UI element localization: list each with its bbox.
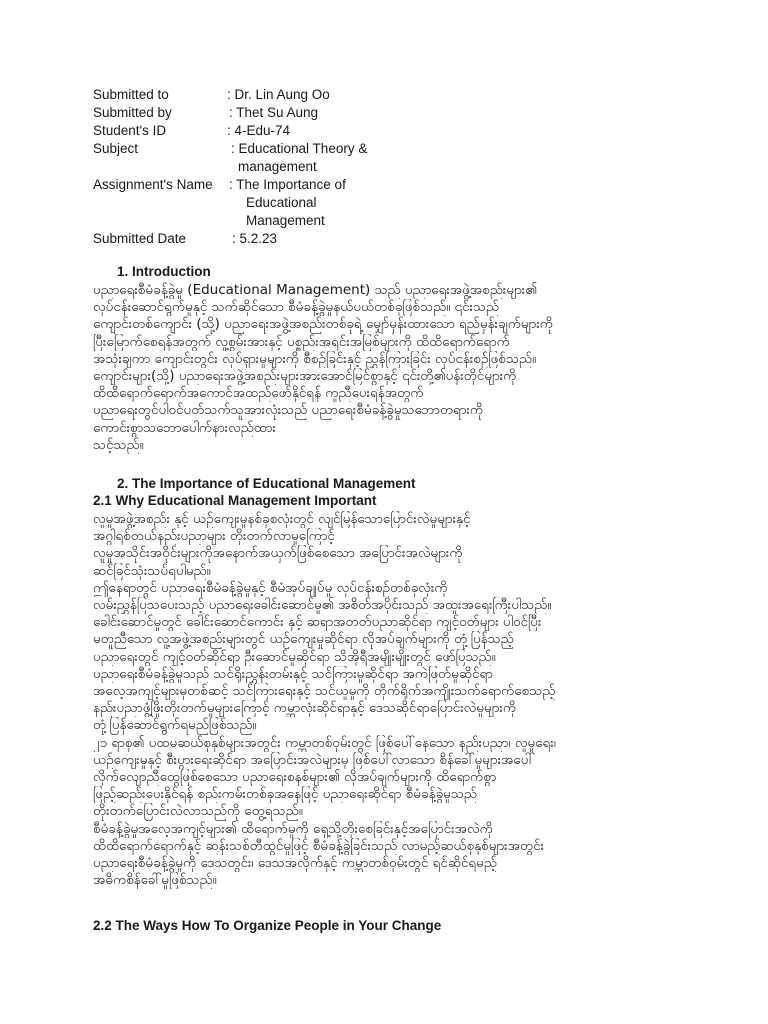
subject-value: : Educational Theory & — [231, 141, 368, 156]
submitted-to-value: : Dr. Lin Aung Oo — [227, 87, 330, 102]
paragraph-line: သင့်သည်။ — [93, 436, 144, 453]
paragraph-line: စီမံခန့်ခွဲမှုအလေ့အကျင့်များ၏ ထိရောက်မှုကို ရှေ့သို့တိုးစေခြင်းနှင့်အပြောင်းအလဲကို — [93, 820, 493, 837]
organize-people-heading: 2.2 The Ways How To Organize People in Your Change — [93, 918, 442, 933]
student-id-label: Student's ID — [93, 123, 167, 138]
submitted-to-label: Submitted to — [93, 87, 169, 102]
paragraph-line: ထိထိရောက်ရောက်အကောင်အထည်ဖော်နိုင်ရန် ကူညီပေးရန်အတွက် — [93, 385, 424, 402]
assignment-label: Assignment's Name — [93, 177, 213, 192]
paragraph-line: လမ်းညွှန်ပြသပေးသည့် ပညာရေးခေါင်းဆောင်မှု၏ အစိတ်အပိုင်းသည် အထူးအရေးကြီးပါသည်။ — [93, 597, 552, 614]
importance-heading: 2. The Importance of Educational Management — [117, 476, 416, 491]
submitted-by-label: Submitted by — [93, 105, 172, 120]
paragraph-line: ကျောင်းများ(သို့) ပညာရေးအဖွဲ့အစည်းများအားအောင်မြင်စွာနှင့် ၎င်းတို့၏ပန်းတိုင်များကို — [93, 368, 517, 385]
paragraph-line: တုံ့ပြန်ဆောင်ရွက်ရမည်ဖြစ်သည်။ — [93, 717, 257, 734]
subject-label: Subject — [93, 141, 139, 156]
paragraph-line: အသုံးချကာ ကျောင်းတွင်း လုပ်ရှားမှုများကို စီစဉ်ခြင်းနှင့် ညွှန်ကြားခြင်း လုပ်ငန်းစဉ်ဖြစ်သည်။ — [93, 350, 537, 367]
student-id-value: : 4-Edu-74 — [227, 123, 291, 138]
paragraph-line: အလေ့အကျင့်များမှတစ်ဆင့် သင်ကြားရေးနှင့် သင်ယူမှုကို တိုက်ရိုက်အကျိုးသက်ရောက်စေသည့် — [93, 683, 556, 700]
why-important-subheading: 2.1 Why Educational Management Important — [93, 493, 377, 508]
submitted-date-value: : 5.2.23 — [232, 231, 278, 246]
paragraph-line: ဤနေရာတွင် ပညာရေးစီမံခန့်ခွဲမှုနှင့် စီမံအုပ်ချုပ်မှု လုပ်ငန်းစဉ်တစ်ခုလုံးကို — [93, 579, 448, 596]
paragraph-line: လူမှုအသိုင်းအဝိုင်းများကိုအနောက်အယှက်ဖြစ်စေသော အပြောင်းအလဲများကို — [93, 545, 463, 562]
assignment-value-cont2: Management — [246, 213, 325, 228]
paragraph-line: ထိထိရောက်ရောက်နှင့် ဆန်းသစ်တီထွင်မှုဖြင့် စီမံခန့်ခွဲခြင်းသည် လာမည့်ဆယ်စုနှစ်များအတွင်း — [93, 837, 545, 854]
paragraph-line: ပြီးမြောက်စေရန်အတွက် လူ့စွမ်းအားနှင့် ပစ္စည်းအရင်းအမြစ်များကို ထိထိရောက်ရောက် — [93, 333, 510, 350]
paragraph-line: ခေါင်းဆောင်မှုတွင် ခေါင်းဆောင်ကောင်း နှင့် ဆရာအတတ်ပညာဆိုင်ရာ ကျင့်ဝတ်များ ပါဝင်ပြီး — [93, 614, 542, 631]
paragraph-line: လိုက်လျောညီထွေဖြစ်စေသော ပညာရေးစနစ်များ၏ လိုအပ်ချက်များကို ထိရောက်စွာ — [93, 769, 497, 786]
assignment-value: : The Importance of — [229, 177, 346, 192]
submitted-date-label: Submitted Date — [93, 231, 187, 246]
subject-value-cont: management — [238, 159, 317, 174]
paragraph-line: ယဉ်ကျေးမှုနှင့် စီးပွားရေးဆိုင်ရာ အပြောင်းအလဲများမှ ဖြစ်ပေါ်လာသော စိန်ခေါ်မှုများအပေါ် — [93, 751, 535, 768]
paragraph-line: ၂၁ ရာစု၏ ပထမဆယ်စုနှစ်များအတွင်း ကမ္ဘာတစ်ဝှမ်းတွင် ဖြစ်ပေါ်နေသော နည်းပညာ၊ လူမှုရေး၊ — [93, 734, 556, 751]
paragraph-line: ကောင်းစွာသဘောပေါက်နားလည်ထား — [93, 419, 276, 436]
introduction-paragraph — [93, 282, 703, 454]
paragraph-line: ပညာရေးစီမံခန့်ခွဲမှုကို ဒေသတွင်း၊ ဒေသအလိုက်နှင့် ကမ္ဘာတစ်ဝှမ်းတွင် ရင်ဆိုင်ရမည့် — [93, 855, 497, 872]
paragraph-line: ဖြည့်ဆည်းပေးနိုင်ရန် စည်းကမ်းတစ်ခုအနေဖြင့် ပညာရေးဆိုင်ရာ စီမံခန့်ခွဲမှုသည် — [93, 786, 477, 803]
paragraph-line: လူမှုအဖွဲ့အစည်း နှင့် ယဉ်ကျေးမှုနစ်ခုစလုံးတွင် လျင်မြန်သောပြောင်းလဲမှုများနှင့် — [93, 511, 471, 527]
paragraph-line: ကျောင်းတစ်ကျောင်း (သို့) ပညာရေးအဖွဲ့အစည်းတစ်ခုရဲ့ မျှော်မှန်းထားသော ရည်မှန်းချက်များကို — [93, 316, 553, 333]
paragraph-line: နည်းပညာဖွံ့ဖြိုးတိုးတက်မှုများကြောင့် ကမ္ဘာလုံးဆိုင်ရာနှင့် ဒေသဆိုင်ရာပြောင်းလဲမှုများကို — [93, 700, 517, 717]
introduction-heading: 1. Introduction — [117, 264, 211, 279]
paragraph-line: ပညာရေးတွင် ကျင့်ဝတ်ဆိုင်ရာ ဦးဆောင်မှုဆိုင်ရာ သိအိုရီအမျိုးမျိုးတွင် ဖော်ပြသည်။ — [93, 648, 496, 665]
paragraph-line: ဆင်ခြင်သုံးသပ်ရပါမည်။ — [93, 562, 211, 579]
paragraph-line: အဂ္ဂါရစ်တယ်နည်းပညာများ တိုးတက်လာမှုကြောင့် — [93, 528, 335, 545]
importance-paragraph — [93, 511, 703, 889]
paragraph-line: မတူညီသော လူ့အဖွဲ့အစည်းများတွင် ယဉ်ကျေးမှုဆိုင်ရာ လိုအပ်ချက်များကို တုံ့ပြန်သည့် — [93, 631, 514, 648]
paragraph-line: အဓိကစိန်ခေါ်မှုဖြစ်သည်။ — [93, 872, 217, 889]
paragraph-line: ပညာရေးစီမံခန့်ခွဲမှု (Educational Management) သည် ပညာရေးအဖွဲ့အစည်းများ၏ — [93, 282, 538, 298]
assignment-value-cont1: Educational — [246, 195, 317, 210]
paragraph-line: ပညာရေးတွင်ပါဝင်ပတ်သက်သူအားလုံးသည် ပညာရေးစီမံခန့်ခွဲမှုသဘောတရားကို — [93, 402, 484, 419]
submitted-by-value: : Thet Su Aung — [229, 105, 319, 120]
paragraph-line: ပညာရေးစီမံခန့်ခွဲမှုသည် သင်ရိုးညွှန်းတမ်းနှင့် သင်ကြားမှုဆိုင်ရာ အကဲဖြတ်မှုဆိုင်ရာ — [93, 665, 493, 682]
paragraph-line: တိုးတက်ပြောင်းလဲလာသည်ကို တွေ့ရသည်။ — [93, 803, 303, 820]
paragraph-line: လုပ်ငန်းဆောင်ရွက်မှုနှင့် သက်ဆိုင်သော စီမံခန့်ခွဲမှုနယ်ပယ်တစ်ခုဖြစ်သည်။ ၎င်းသည် — [93, 299, 500, 316]
